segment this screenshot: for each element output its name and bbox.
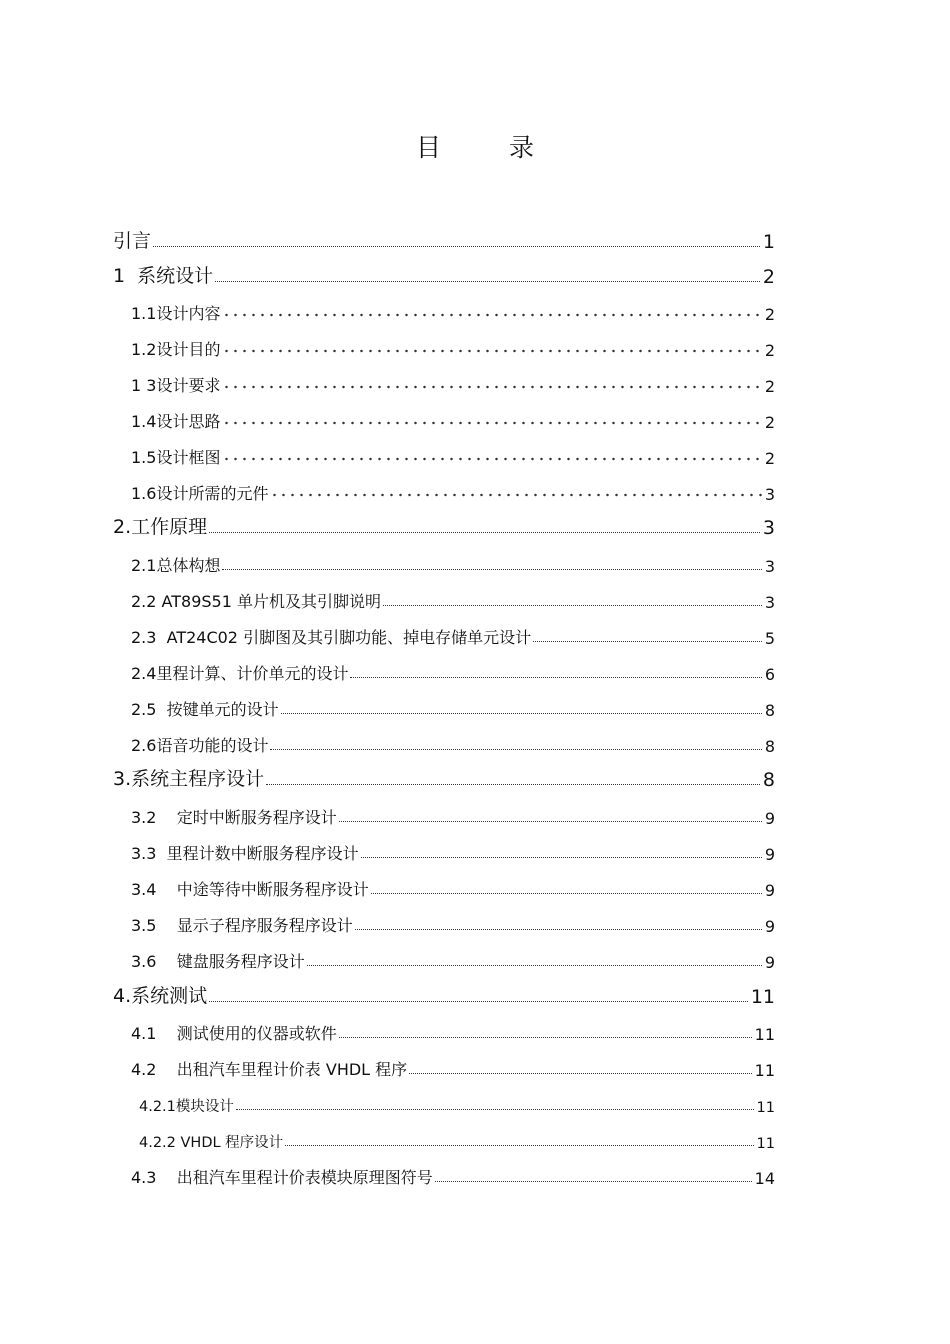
dot-leader — [266, 784, 760, 785]
toc-entry[interactable] — [131, 1050, 775, 1080]
dot-leader — [222, 419, 761, 427]
dot-leader — [409, 1073, 751, 1074]
dot-leader — [222, 347, 761, 355]
toc-entry-page-number: 3 — [764, 593, 775, 612]
dot-leader — [209, 532, 760, 533]
toc-entry-label: 1.2设计目的 — [131, 340, 221, 359]
toc-entry-label: 3.系统主程序设计 — [113, 768, 265, 790]
toc-entry-page-number: 11 — [754, 1025, 775, 1044]
toc-entry-label: 2.工作原理 — [113, 516, 208, 538]
toc-entry[interactable] — [131, 582, 775, 612]
toc-entry[interactable] — [131, 438, 775, 468]
dot-leader — [350, 677, 761, 678]
toc-entry-page-number: 2 — [764, 305, 775, 324]
dot-leader — [281, 713, 762, 714]
toc-entry-page-number: 3 — [762, 517, 775, 539]
toc-entry-label: 4.3 出租汽车里程计价表模块原理图符号 — [131, 1168, 433, 1187]
toc-entry-page-number: 8 — [762, 769, 775, 791]
toc-entry-page-number: 11 — [756, 1100, 775, 1116]
toc-entry[interactable] — [131, 834, 775, 864]
toc-entry-label: 3.2 定时中断服务程序设计 — [131, 808, 337, 827]
toc-entry-page-number: 2 — [764, 377, 775, 396]
toc-entry[interactable] — [131, 1014, 775, 1044]
dot-leader — [361, 857, 762, 858]
toc-entry-label: 4.2.2 VHDL 程序设计 — [139, 1135, 284, 1151]
toc-entry[interactable] — [131, 1158, 775, 1188]
toc-entry-page-number: 14 — [754, 1169, 775, 1188]
toc-entry-label: 1 3设计要求 — [131, 376, 221, 395]
toc-entry-page-number: 2 — [764, 413, 775, 432]
toc-entry-label: 3.4 中途等待中断服务程序设计 — [131, 880, 369, 899]
toc-entry[interactable] — [131, 474, 775, 504]
toc-entry-label: 2.3 AT24C02 引脚图及其引脚功能、掉电存储单元设计 — [131, 628, 532, 647]
toc-entry-page-number: 6 — [764, 665, 775, 684]
dot-leader — [307, 965, 762, 966]
toc-entry-label: 4.系统测试 — [113, 985, 208, 1007]
dot-leader — [222, 455, 761, 463]
toc-entry-label: 1 系统设计 — [113, 265, 214, 287]
toc-entry-page-number: 5 — [764, 629, 775, 648]
toc-entry-page-number: 9 — [764, 845, 775, 864]
toc-entry-page-number: 11 — [756, 1136, 775, 1152]
toc-entry[interactable] — [113, 509, 775, 539]
toc-entry-page-number: 1 — [762, 231, 775, 253]
toc-entry-page-number: 8 — [764, 701, 775, 720]
toc-entry-label: 2.2 AT89S51 单片机及其引脚说明 — [131, 592, 381, 611]
toc-entry[interactable] — [113, 258, 775, 288]
toc-entry-page-number: 2 — [764, 341, 775, 360]
toc-entry[interactable] — [131, 726, 775, 756]
dot-leader — [270, 491, 761, 499]
toc-entry[interactable] — [139, 1086, 775, 1116]
dot-leader — [533, 641, 762, 642]
toc-entry-label: 1.6设计所需的元件 — [131, 484, 269, 503]
dot-leader — [222, 383, 761, 391]
toc-entry-page-number: 3 — [764, 485, 775, 504]
dot-leader — [222, 311, 761, 319]
toc-entry[interactable] — [113, 223, 775, 253]
toc-entry[interactable] — [131, 546, 775, 576]
toc-entry-page-number: 9 — [764, 809, 775, 828]
toc-entry-page-number: 11 — [754, 1061, 775, 1080]
toc-entry-page-number: 2 — [764, 449, 775, 468]
toc-entry-label: 引言 — [113, 230, 152, 252]
toc-entry[interactable] — [131, 870, 775, 900]
dot-leader — [270, 749, 761, 750]
dot-leader — [339, 821, 762, 822]
toc-entry-page-number: 9 — [764, 881, 775, 900]
toc-entry[interactable] — [113, 978, 775, 1008]
toc-entry-label: 1.1设计内容 — [131, 304, 221, 323]
toc-entry-label: 2.1总体构想 — [131, 556, 221, 575]
dot-leader — [153, 246, 760, 247]
toc-entry-label: 3.5 显示子程序服务程序设计 — [131, 916, 353, 935]
dot-leader — [209, 1001, 748, 1002]
toc-entry-label: 1.5设计框图 — [131, 448, 221, 467]
toc-entry[interactable] — [131, 294, 775, 324]
toc-entry-label: 2.5 按键单元的设计 — [131, 700, 279, 719]
toc-entry[interactable] — [139, 1122, 775, 1152]
toc-entry-label: 2.4里程计算、计价单元的设计 — [131, 664, 349, 683]
toc-entry[interactable] — [131, 366, 775, 396]
toc-entry[interactable] — [131, 798, 775, 828]
toc-entry-label: 3.3 里程计数中断服务程序设计 — [131, 844, 359, 863]
toc-entry-label: 2.6语音功能的设计 — [131, 736, 269, 755]
toc-entry[interactable] — [113, 761, 775, 791]
toc-entry-page-number: 2 — [762, 266, 775, 288]
toc-entry[interactable] — [131, 942, 775, 972]
dot-leader — [236, 1109, 754, 1110]
dot-leader — [285, 1145, 753, 1146]
toc-entry-label: 3.6 键盘服务程序设计 — [131, 952, 305, 971]
toc-entry[interactable] — [131, 618, 775, 648]
toc-entry-label: 4.2 出租汽车里程计价表 VHDL 程序 — [131, 1060, 408, 1079]
dot-leader — [383, 605, 762, 606]
dot-leader — [215, 281, 760, 282]
toc-title: 目 录 — [416, 133, 564, 162]
toc-entry[interactable] — [131, 906, 775, 936]
toc-entry-page-number: 8 — [764, 737, 775, 756]
toc-entry-page-number: 9 — [764, 917, 775, 936]
toc-entry-label: 4.1 测试使用的仪器或软件 — [131, 1024, 337, 1043]
toc-entry-label: 4.2.1模块设计 — [139, 1099, 234, 1115]
toc-entry-page-number: 11 — [750, 986, 775, 1008]
toc-entry-page-number: 9 — [764, 953, 775, 972]
toc-entry[interactable] — [131, 690, 775, 720]
toc-entry[interactable] — [131, 402, 775, 432]
dot-leader — [355, 929, 762, 930]
toc-entry[interactable] — [131, 654, 775, 684]
toc-entry-page-number: 3 — [764, 557, 775, 576]
dot-leader — [435, 1181, 752, 1182]
dot-leader — [371, 893, 762, 894]
dot-leader — [339, 1037, 752, 1038]
toc-entry[interactable] — [131, 330, 775, 360]
toc-entry-label: 1.4设计思路 — [131, 412, 221, 431]
dot-leader — [222, 569, 761, 570]
